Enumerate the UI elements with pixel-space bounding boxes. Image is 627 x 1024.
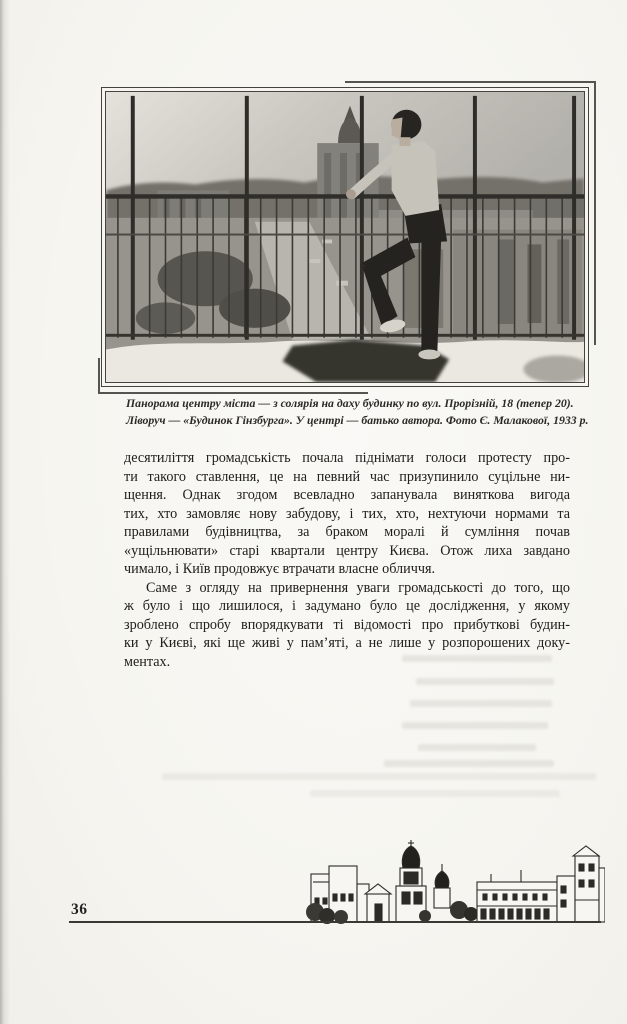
page-number: 36 [71,901,88,918]
body-line: Саме з огляду на привернення уваги громадськості до того, що [146,579,570,596]
bleed-through-line [384,760,554,767]
caption-line-1: Панорама центру міста — з солярія на даху будинку по вул. Прорізній, 18 (тепер 20). [126,396,574,410]
body-line: «ущільнювати» старі квартали центру Києва. Отож лиха завдано [124,542,570,559]
bleed-through-line [410,700,552,707]
caption-line-2: Ліворуч — «Будинок Гінзбурга». У центрі — батько автора. Фото Є. Малакової, 1933 р. [126,412,589,427]
body-line: зроблено спробу впорядкувати ті відомості про прибуткові будин- [124,616,570,633]
bleed-through-line [310,790,560,797]
body-line: правилами будівництва, за браком моралі й сумління почав [124,524,570,541]
body-line: ментах. [124,654,171,671]
bleed-through-line [418,744,536,751]
body-line: ж було і що лишилося, і задумано було це дослідження, у якому [124,598,570,615]
scan-gutter-shadow [0,0,10,1024]
photo-frame [101,87,589,387]
bleed-through-line [162,773,596,780]
body-line: щення. Однак згодом всевладно запанувала виняткова вигода [124,487,570,504]
body-line: тих, хто замовляє нову забудову, і тих, хто, нехтуючи нормами та [124,505,570,522]
city-below [106,218,584,350]
footer-skyline-drawing [65,840,605,935]
body-line: ти такого ставлення, це на певний час призупинило суцільне ни- [124,468,570,485]
bleed-through-line [402,722,548,729]
body-text [124,449,570,672]
city-panorama-photo [105,91,585,383]
bleed-through-line [402,655,552,662]
body-line: чимало, і Київ продовжує втрачати власне обличчя. [124,561,436,578]
body-line: ки у Києві, які ще живі у пам’яті, а не лише у розпорошених доку- [124,635,570,652]
bleed-through-line [416,678,554,685]
photo-caption [126,395,589,428]
body-line: десятиліття громадськість почала піднімати голоси протесту про- [124,450,570,466]
